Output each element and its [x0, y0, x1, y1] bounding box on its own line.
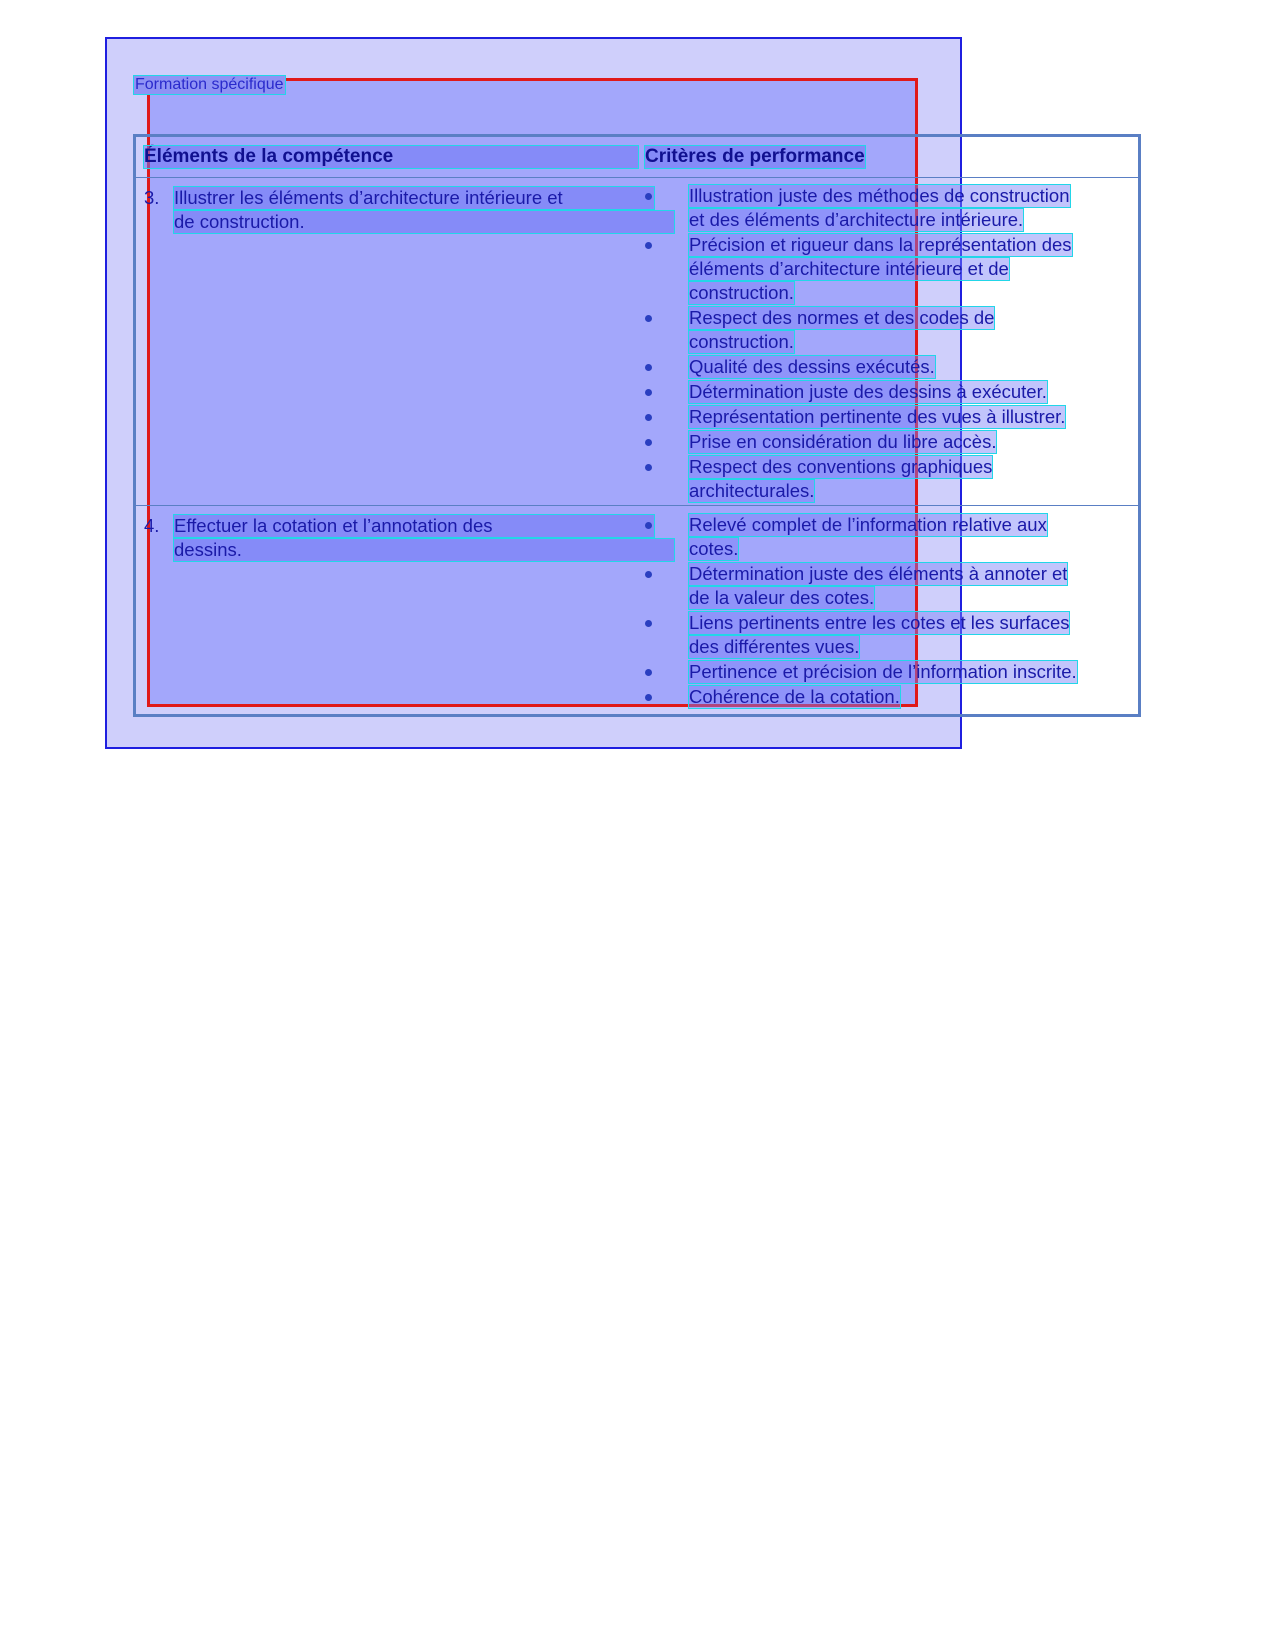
criterion-line: Illustration juste des méthodes de construction	[689, 185, 1070, 206]
bullet-icon	[645, 571, 652, 578]
criterion-line: Qualité des dessins exécutés.	[689, 356, 935, 377]
criterion-line: Cohérence de la cotation.	[689, 686, 900, 707]
element-line: de construction.	[174, 211, 674, 233]
element-number: 4.	[144, 515, 160, 536]
criterion-line: et des éléments d’architecture intérieure.	[689, 209, 1024, 230]
bullet-icon	[645, 364, 652, 371]
element-line: Effectuer la cotation et l’annotation des	[174, 515, 654, 537]
criterion-line: Représentation pertinente des vues à illustrer.	[689, 406, 1066, 427]
element-line: dessins.	[174, 539, 674, 561]
criterion-line: construction.	[689, 282, 794, 303]
bullet-icon	[645, 414, 652, 421]
criterion-line: Détermination juste des éléments à annoter et	[689, 563, 1068, 584]
element-number: 3.	[144, 187, 160, 208]
bullet-icon	[645, 620, 652, 627]
criterion-line: Détermination juste des dessins à exécuter.	[689, 381, 1047, 402]
bullet-icon	[645, 193, 652, 200]
bullet-icon	[645, 315, 652, 322]
header-elements: Éléments de la compétence	[144, 146, 638, 168]
bullet-icon	[645, 669, 652, 676]
criterion-line: Pertinence et précision de l’information inscrite.	[689, 661, 1077, 682]
criterion-line: Relevé complet de l’information relative aux	[689, 514, 1047, 535]
criterion-line: Liens pertinents entre les cotes et les surfaces	[689, 612, 1070, 633]
criterion-line: de la valeur des cotes.	[689, 587, 875, 608]
criterion-line: cotes.	[689, 538, 739, 559]
row-separator	[133, 505, 1141, 506]
bullet-icon	[645, 389, 652, 396]
criterion-line: éléments d’architecture intérieure et de	[689, 258, 1009, 279]
bullet-icon	[645, 242, 652, 249]
criterion-line: des différentes vues.	[689, 636, 860, 657]
bullet-icon	[645, 439, 652, 446]
element-line: Illustrer les éléments d’architecture intérieure et	[174, 187, 654, 209]
criterion-line: Prise en considération du libre accès.	[689, 431, 997, 452]
bullet-icon	[645, 464, 652, 471]
bullet-icon	[645, 522, 652, 529]
criterion-line: Respect des conventions graphiques	[689, 456, 993, 477]
header-separator	[133, 177, 1141, 178]
criterion-line: construction.	[689, 331, 794, 352]
bullet-icon	[645, 694, 652, 701]
criterion-line: architecturales.	[689, 480, 815, 501]
criterion-line: Respect des normes et des codes de	[689, 307, 995, 328]
criterion-line: Précision et rigueur dans la représentation des	[689, 234, 1072, 255]
header-criteria: Critères de performance	[645, 146, 865, 167]
section-title: Formation spécifique	[135, 76, 284, 93]
